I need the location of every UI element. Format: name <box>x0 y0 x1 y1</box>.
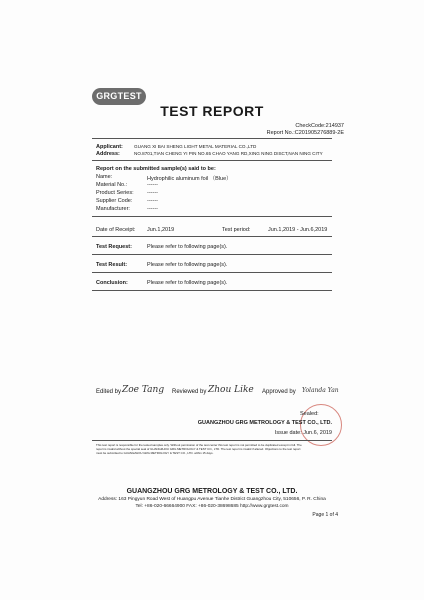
sample-name-value: Hydrophilic aluminum foil （Blue） <box>147 176 232 182</box>
divider <box>92 254 332 255</box>
reviewed-by-label: Reviewed by <box>172 389 207 395</box>
grgtest-logo: GRGTEST <box>92 88 146 105</box>
approved-by-label: Approved by <box>262 389 296 395</box>
material-no-value: ------ <box>147 182 158 188</box>
receipt-label: Date of Receipt: <box>96 227 136 233</box>
test-request-value: Please refer to following page(s). <box>147 244 228 250</box>
divider <box>92 138 332 139</box>
divider <box>92 216 332 217</box>
test-period-value: Jun.1,2019 - Jun.6,2019 <box>268 227 328 233</box>
receipt-date: Jun.1,2019 <box>147 227 175 233</box>
seal-company: GUANGZHOU GRG METROLOGY & TEST CO., LTD. <box>197 420 332 426</box>
page-number: Page 1 of 4 <box>312 512 338 518</box>
footer-company: GUANGZHOU GRG METROLOGY & TEST CO., LTD. <box>126 488 298 495</box>
check-code: CheckCode:214937 <box>295 123 344 129</box>
reviewed-by-signature: Zhou Like <box>208 385 254 395</box>
footer-contact: Tel: +86-020-66664900 FAX: +86-020-38698685 http://www.grgtest.com <box>135 504 289 509</box>
manufacturer-value: ------ <box>147 206 158 212</box>
test-result-label: Test Result: <box>96 262 128 268</box>
conclusion-value: Please refer to following page(s). <box>147 280 228 286</box>
applicant-value: GUANG XI BAI SHENG LIGHT METAL MATERIAL CO.,LTD <box>134 144 257 149</box>
supplier-code-value: ------ <box>147 198 158 204</box>
report-number: Report No.:C2019052768​89-2E <box>266 130 344 136</box>
applicant-label: Applicant: <box>96 144 123 150</box>
disclaimer-line: report is invalid without the special seal of GUANGZHOU GRG METROLOGY & TEST CO., LTD. The test report is invalid if altered. Objections to the test report <box>96 447 301 451</box>
conclusion-label: Conclusion: <box>96 280 128 286</box>
divider <box>92 440 332 441</box>
issue-date: Issue date: Jun.6, 2019 <box>274 430 332 436</box>
test-request-label: Test Request: <box>96 244 132 250</box>
manufacturer-label: Manufacturer: <box>96 206 130 212</box>
approved-by-signature: Yolanda Yan <box>302 387 339 394</box>
divider <box>92 290 332 291</box>
material-no-label: Material No.: <box>96 182 128 188</box>
edited-by-label: Edited by <box>96 389 122 395</box>
page-title: TEST REPORT <box>160 103 264 119</box>
supplier-code-label: Supplier Code: <box>96 198 133 204</box>
disclaimer-line: must be submitted to GUANGZHOU GRG METROLOGY & TEST CO., LTD. within 15 days. <box>96 451 214 455</box>
disclaimer-line: This test report is responsible for the tested samples only. Without permission of the test center this test report is not permitted to be duplicated except in full. The <box>96 443 302 447</box>
sample-name-label: Name: <box>96 174 113 180</box>
divider <box>92 236 332 237</box>
product-series-label: Product Series: <box>96 190 134 196</box>
divider <box>92 160 332 161</box>
edited-by-signature: Zoe Tang <box>122 385 165 395</box>
product-series-value: ------ <box>147 190 158 196</box>
divider <box>92 272 332 273</box>
test-result-value: Please refer to following page(s). <box>147 262 228 268</box>
address-label: Address: <box>96 151 120 157</box>
sample-heading: Report on the submitted sample(s) said to be: <box>96 166 216 172</box>
address-value: NO.8701,TIAN CHENG YI PIN NO.65 CHAO YANG RD,XING NING DISCT,NAN NING CITY <box>134 151 323 156</box>
sealed-label: Sealed: <box>300 411 319 417</box>
test-period-label: Test period: <box>222 227 251 233</box>
footer-address: Address: 163 Pingyun Road West of Huangpu Avenue Tianhe District Guangzhou City, 510656, P. R. China <box>98 497 326 502</box>
